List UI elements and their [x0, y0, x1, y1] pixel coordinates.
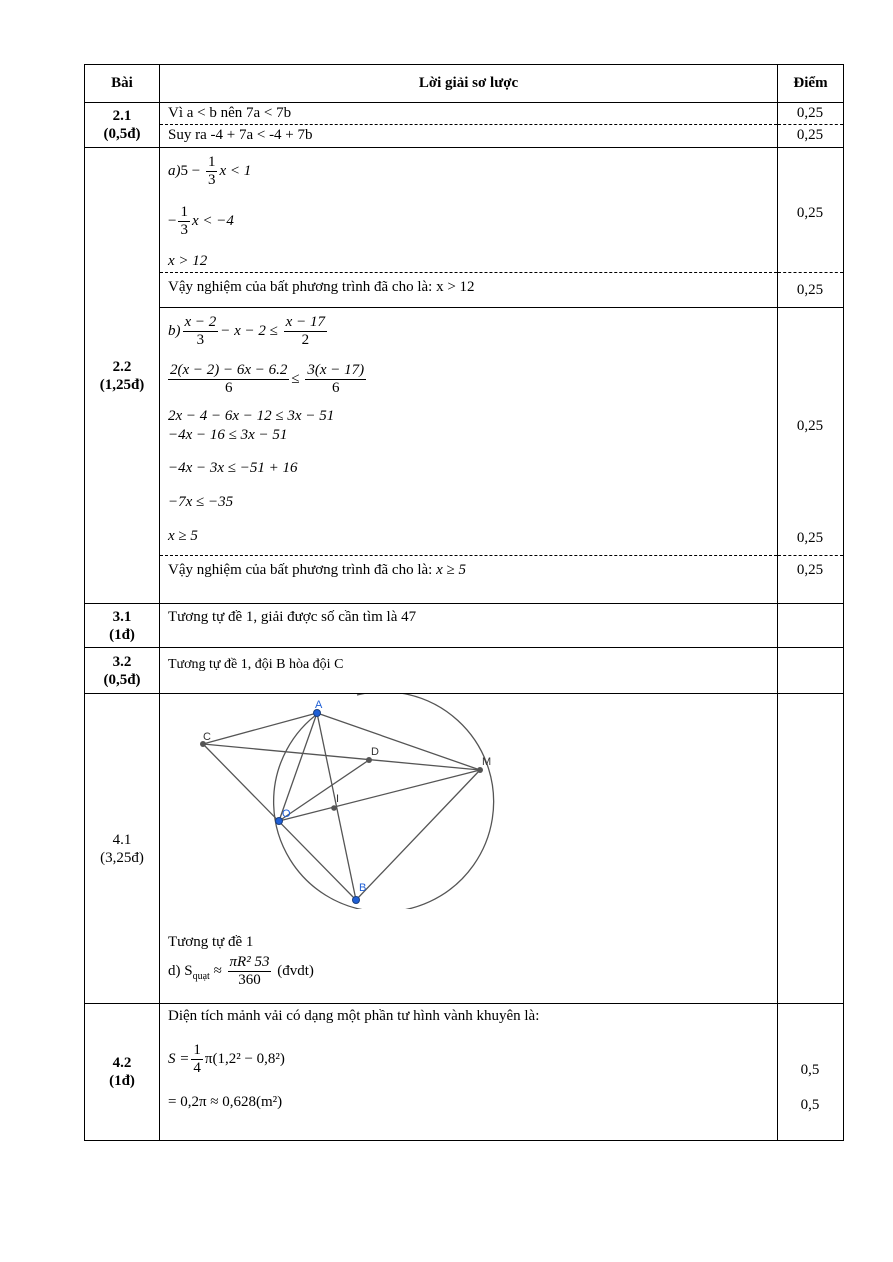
- points-cell: [778, 648, 844, 694]
- segment-am: [317, 713, 480, 770]
- denominator: 3: [207, 172, 216, 188]
- bai-number: 4.2: [112, 1055, 132, 1071]
- table-row: [85, 103, 844, 148]
- math-line: [168, 1042, 285, 1077]
- numerator: 2(x − 2) − 6x − 6.2: [170, 362, 288, 378]
- solution-cell: [160, 1004, 778, 1141]
- math-text: − x − 2 ≤: [220, 322, 278, 339]
- geometry-figure: [160, 694, 500, 909]
- bai-label: [85, 604, 160, 648]
- solution-cell: [160, 604, 778, 648]
- solution-line: Tương tự đề 1: [168, 934, 254, 950]
- conclusion-line: Vậy nghiệm của bất phương trình đã cho là: x > 12: [168, 279, 475, 295]
- table-row: [85, 148, 844, 604]
- math-text: d) S: [168, 962, 193, 979]
- bai-number: 3.1: [112, 608, 132, 625]
- table-row: [85, 694, 844, 1004]
- header-loigiai: Lời giải sơ lược: [160, 65, 778, 103]
- table-row: [85, 1004, 844, 1141]
- math-text: 5 −: [180, 162, 201, 179]
- segment-cm: [203, 744, 480, 770]
- segment-od: [279, 760, 369, 821]
- sector-area-line: [168, 954, 314, 989]
- solution-line: Suy ra -4 + 7a < -4 + 7b: [168, 127, 313, 143]
- conclusion-text: Vậy nghiệm của bất phương trình đã cho là:: [168, 562, 433, 578]
- points-value: 0,25: [796, 205, 824, 221]
- label-a: A: [315, 699, 323, 711]
- numerator: πR² 53: [229, 954, 270, 970]
- table-row: [85, 604, 844, 648]
- subscript: quạt: [192, 970, 210, 982]
- denominator: 6: [332, 380, 340, 396]
- points-cell: [778, 148, 844, 604]
- math-line: −4x − 3x ≤ −51 + 16: [168, 460, 298, 476]
- solution-line: Tương tự đề 1, giải được số cần tìm là 47: [168, 609, 417, 625]
- bai-number: 3.2: [112, 653, 132, 670]
- dash-divider: [160, 148, 777, 273]
- denominator: 4: [193, 1060, 201, 1076]
- math-text: x < 1: [219, 162, 252, 179]
- math-line: x ≥ 5: [168, 528, 198, 544]
- math-line: [168, 362, 368, 397]
- numerator: 1: [180, 204, 188, 220]
- label-c: C: [203, 731, 211, 743]
- solution-line: Diện tích mảnh vải có dạng một phần tư hình vành khuyên là:: [168, 1008, 540, 1024]
- label-d: D: [371, 746, 379, 758]
- bai-number: 4.1: [112, 831, 132, 848]
- segment-om: [279, 770, 480, 821]
- math-line: [168, 154, 251, 189]
- solution-cell: [160, 148, 778, 604]
- fraction: [284, 314, 327, 349]
- table-border-fragment: [498, 693, 779, 694]
- math-line: [168, 314, 329, 349]
- math-text: ≤: [291, 370, 300, 387]
- denominator: 3: [196, 332, 205, 348]
- points-cell: [778, 604, 844, 648]
- label-m: M: [482, 756, 492, 768]
- point-b: [353, 897, 360, 904]
- bai-number: 2.2: [112, 358, 132, 375]
- math-line: −4x − 16 ≤ 3x − 51: [168, 427, 288, 443]
- bai-label: [85, 103, 160, 148]
- unit-text: (đvdt): [277, 962, 314, 979]
- solution-cell: [160, 103, 778, 148]
- solution-cell: [160, 648, 778, 694]
- math-text: ≈: [213, 962, 222, 979]
- math-line: [168, 204, 234, 239]
- table-header-row: [85, 65, 844, 103]
- denominator: 2: [301, 332, 310, 348]
- points-value: 0,25: [796, 562, 824, 578]
- math-line: −7x ≤ −35: [168, 494, 234, 510]
- part-label: b): [168, 322, 181, 339]
- math-text: x < −4: [191, 212, 234, 229]
- points-value: 0,5: [800, 1097, 820, 1113]
- fraction: [305, 362, 366, 397]
- denominator: 360: [238, 972, 261, 988]
- table-row: [85, 648, 844, 694]
- points-value: 0,25: [796, 105, 824, 121]
- header-diem: Điểm: [778, 65, 844, 103]
- bai-label: [85, 148, 160, 604]
- part-label: a): [168, 162, 181, 179]
- bai-score: (0,5đ): [103, 671, 141, 688]
- fraction: [183, 314, 219, 349]
- points-value: 0,25: [796, 282, 824, 298]
- answer-table: [84, 64, 844, 1141]
- denominator: 3: [180, 222, 188, 238]
- label-o: O: [282, 808, 291, 820]
- fraction: [168, 362, 289, 397]
- bai-score: (1,25đ): [99, 376, 145, 393]
- numerator: 1: [193, 1042, 201, 1058]
- solution-cell: [160, 694, 778, 1004]
- bai-score: (0,5đ): [103, 126, 141, 142]
- math-text: x ≥ 5: [436, 562, 466, 578]
- solution-line: Tương tự đề 1, đội B hòa đội C: [168, 657, 344, 672]
- conclusion-line: [168, 562, 466, 579]
- math-text: −: [168, 212, 177, 229]
- points-cell: [778, 103, 844, 148]
- bai-score: (3,25đ): [100, 849, 144, 866]
- fraction: [228, 954, 272, 989]
- header-bai: Bài: [85, 65, 160, 103]
- points-value: 0,25: [796, 127, 824, 143]
- fraction: [206, 154, 218, 189]
- math-line: = 0,2π ≈ 0,628(m²): [168, 1094, 283, 1110]
- label-i: I: [336, 793, 340, 805]
- math-line: x > 12: [168, 253, 208, 269]
- fraction: [178, 204, 190, 239]
- numerator: 1: [207, 154, 216, 170]
- points-cell: [778, 694, 844, 1004]
- bai-score: (1đ): [109, 626, 135, 643]
- numerator: x − 2: [184, 314, 217, 330]
- numerator: x − 17: [285, 314, 325, 330]
- bai-label: [85, 1004, 160, 1141]
- fraction: [191, 1042, 203, 1077]
- label-b: B: [359, 882, 367, 894]
- points-cell: [778, 1004, 844, 1141]
- bai-score: (1đ): [109, 1073, 135, 1089]
- points-value: 0,25: [796, 418, 824, 434]
- points-value: 0,5: [800, 1062, 820, 1078]
- segment-oa: [279, 713, 317, 821]
- points-value: 0,25: [796, 530, 824, 546]
- solution-line: Vì a < b nên 7a < 7b: [168, 105, 292, 121]
- bai-label: [85, 694, 160, 1004]
- math-text: S =: [168, 1050, 190, 1067]
- math-text: π(1,2² − 0,8²): [204, 1050, 285, 1067]
- bai-number: 2.1: [112, 108, 132, 124]
- bai-label: [85, 648, 160, 694]
- segment-ca: [203, 713, 317, 744]
- denominator: 6: [224, 380, 233, 396]
- math-line: 2x − 4 − 6x − 12 ≤ 3x − 51: [168, 408, 335, 424]
- numerator: 3(x − 17): [307, 362, 365, 378]
- point-i: [331, 805, 337, 811]
